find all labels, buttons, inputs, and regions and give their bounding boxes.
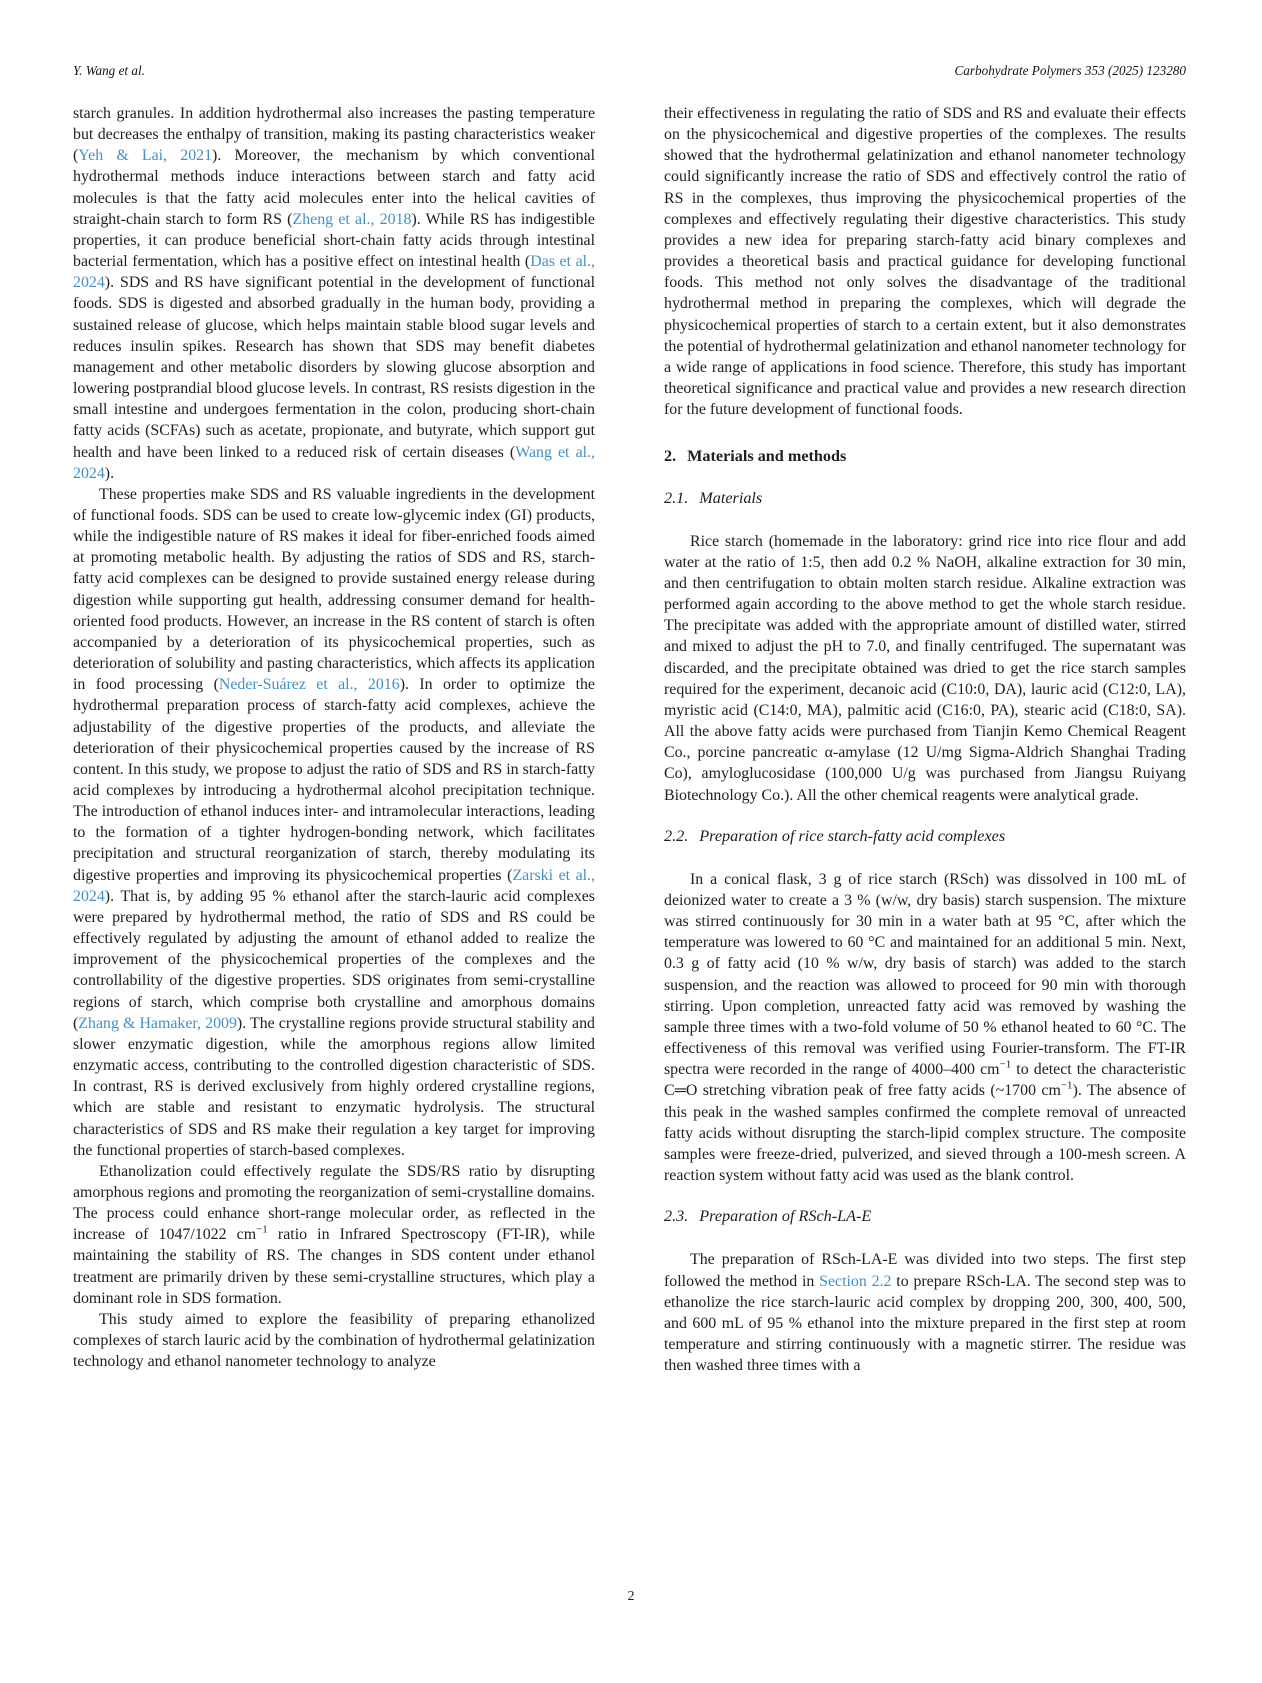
heading-text: Materials bbox=[699, 488, 763, 507]
citation-link[interactable]: Yeh & Lai, 2021 bbox=[78, 147, 213, 165]
heading-number: 2. bbox=[664, 447, 677, 466]
text-run: ). Moreover, the mechanism by which conventional hydrothermal methods induce interactions between starch and fatty acid molecules is that the fatty acid molecules enter into the helical cavities of straight-chain starch to form RS ( bbox=[73, 147, 595, 228]
paragraph bbox=[664, 1249, 1186, 1376]
citation-link[interactable]: Das et al., 2024 bbox=[73, 253, 595, 292]
text-run: ratio in Infrared Spectroscopy (FT-IR), while maintaining the stability of RS. The changes in SDS content under ethanol treatment are primarily driven by these semi-crystalline structures, which play a dominant role in SDS formation. bbox=[73, 1226, 595, 1307]
running-header bbox=[73, 63, 1186, 79]
citation-link[interactable]: Zhang & Hamaker, 2009 bbox=[78, 1014, 237, 1032]
heading-text: Materials and methods bbox=[687, 447, 847, 466]
section-heading bbox=[664, 446, 1186, 467]
sub-heading bbox=[664, 1206, 1186, 1227]
column-right bbox=[664, 103, 1186, 1376]
text-run: to prepare RSch-LA. The second step was to ethanolize the rice starch-lauric acid complex by dropping 200, 300, 400, 500, and 600 mL of 95 % ethanol into the mixture prepared in the first step at room temperature and stirring continuously with a magnetic stirrer. The residue was then washed three times with a bbox=[664, 1272, 1186, 1375]
text-run: ). SDS and RS have significant potential in the development of functional foods. SDS is digested and absorbed gradually in the human body, providing a sustained release of glucose, which helps maintain stable blood sugar levels and reduces insulin spikes. Research has shown that SDS may benefit diabetes management and other metabolic disorders by slowing glucose absorption and lowering postprandial blood glucose levels. In contrast, RS resists digestion in the small intestine and undergoes fermentation in the colon, producing short-chain fatty acids (SCFAs) such as acetate, propionate, and butyrate, which support gut health and have been linked to a reduced risk of certain diseases ( bbox=[73, 274, 595, 461]
paragraph bbox=[664, 531, 1186, 806]
heading-number: 2.2. bbox=[664, 826, 689, 845]
superscript-text: −1 bbox=[1060, 1080, 1073, 1093]
paragraph bbox=[73, 1161, 595, 1309]
citation-link[interactable]: Zheng et al., 2018 bbox=[292, 210, 412, 228]
text-run: their effectiveness in regulating the ratio of SDS and RS and evaluate their effects on the physicochemical and digestive properties of the complexes. The results showed that the hydrothermal gelatinization and ethanol nanometer technology could significantly increase the ratio of SDS and effectively control the ratio of RS in the complexes, thus improving the physicochemical properties of the complexes and effectively regulating their digestive characteristics. This study provides a new idea for preparing starch-fatty acid binary complexes and provides a theoretical basis and practical guidance for developing functional foods. This method not only solves the disadvantage of the traditional hydrothermal method in preparing the complexes, which will degrade the physicochemical properties of starch to a certain extent, but it also demonstrates the potential of hydrothermal gelatinization and ethanol nanometer technology for a wide range of applications in food science. Therefore, this study has important theoretical significance and practical value and provides a new research direction for the future development of functional foods. bbox=[664, 105, 1187, 419]
superscript-text: −1 bbox=[999, 1058, 1012, 1071]
heading-text: Preparation of RSch-LA-E bbox=[699, 1207, 872, 1226]
header-journal-citation: Carbohydrate Polymers 353 (2025) 123280 bbox=[954, 63, 1186, 78]
heading-text: Preparation of rice starch-fatty acid complexes bbox=[699, 826, 1006, 845]
citation-link[interactable]: Neder-Suárez et al., 2016 bbox=[218, 676, 400, 694]
text-run: Ethanolization could effectively regulate the SDS/RS ratio by disrupting amorphous regions and promoting the reorganization of semi-crystalline domains. The process could enhance short-range molecular order, as reflected in the increase of 1047/1022 cm bbox=[73, 1162, 595, 1244]
text-run: ). That is, by adding 95 % ethanol after the starch-lauric acid complexes were prepared by hydrothermal method, the ratio of SDS and RS could be effectively regulated by adjusting the amount of ethanol added to realize the improvement of the physicochemical properties of the complexes and the controllability of the digestive properties. SDS originates from semi-crystalline regions of starch, which comprise both crystalline and amorphous domains ( bbox=[73, 887, 595, 1032]
text-run: These properties make SDS and RS valuable ingredients in the development of functional foods. SDS can be used to create low-glycemic index (GI) products, while the indigestible nature of RS makes it ideal for fiber-enriched foods aimed at promoting metabolic health. By adjusting the ratios of SDS and RS, starch-fatty acid complexes can be designed to provide sustained energy release during digestion while supporting gut health, addressing consumer demand for health-oriented food products. However, an increase in the RS content of starch is often accompanied by a deterioration of its physicochemical properties, such as deterioration of solubility and pasting characteristics, which affects its application in food processing ( bbox=[73, 485, 595, 694]
citation-link[interactable]: Wang et al., 2024 bbox=[73, 443, 595, 482]
page-footer bbox=[0, 1589, 1262, 1605]
text-run: ). The absence of this peak in the washed samples confirmed the complete removal of unreacted fatty acids without disrupting the starch-lipid complex structure. The composite samples were freeze-dried, pulverized, and sieved through a 100-mesh screen. A reaction system without fatty acid was used as the blank control. bbox=[664, 1082, 1186, 1185]
sub-heading bbox=[664, 488, 1186, 509]
column-left bbox=[73, 103, 595, 1372]
paragraph bbox=[664, 103, 1186, 420]
citation-link[interactable]: Section 2.2 bbox=[819, 1272, 892, 1290]
text-run: ). bbox=[104, 464, 115, 482]
text-run: In a conical flask, 3 g of rice starch (RSch) was dissolved in 100 mL of deionized water to create a 3 % (w/w, dry basis) starch suspension. The mixture was stirred continuously for 30 min in a water bath at 95 °C, after which the temperature was lowered to 60 °C and maintained for an additional 5 min. Next, 0.3 g of fatty acid (10 % w/w, dry basis of starch) was added to the starch suspension, and the reaction was allowed to proceed for 90 min with thorough stirring. Upon completion, unreacted fatty acid was removed by washing the sample three times with a two-fold volume of 50 % ethanol heated to 60 °C. The effectiveness of this removal was verified using Fourier-transform. The FT-IR spectra were recorded in the range of 4000–400 cm bbox=[664, 870, 1186, 1079]
text-run: Rice starch (homemade in the laboratory: grind rice into rice flour and add water at the ratio of 1:5, then add 0.2 % NaOH, alkaline extraction for 30 min, and then centrifugation to obtain molten starch residue. Alkaline extraction was performed again according to the above method to get the whole starch residue. The precipitate was added with the appropriate amount of distilled water, stirred and mixed to adjust the pH to 7.0, and finally centrifuged. The supernatant was discarded, and the precipitate obtained was dried to get the rice starch samples required for the experiment, decanoic acid (C10:0, DA), lauric acid (C12:0, LA), myristic acid (C14:0, MA), palmitic acid (C16:0, PA), stearic acid (C18:0, SA). All the above fatty acids were purchased from Tianjin Kemo Chemical Reagent Co., porcine pancreatic α-amylase (12 U/mg Sigma-Aldrich Shanghai Trading Co), amyloglucosidase (100,000 U/g was purchased from Jiangsu Ruiyang Biotechnology Co.). All the other chemical reagents were analytical grade. bbox=[664, 532, 1186, 804]
text-run: The preparation of RSch-LA-E was divided into two steps. The first step followed the method in bbox=[664, 1251, 1186, 1290]
header-author: Y. Wang et al. bbox=[73, 63, 145, 78]
text-run: ). The crystalline regions provide structural stability and slower enzymatic digestion, while the amorphous regions allow limited enzymatic access, contributing to the controlled digestion characteristic of SDS. In contrast, RS is derived exclusively from highly ordered crystalline regions, which are stable and resistant to enzymatic hydrolysis. The structural characteristics of SDS and RS make their regulation a key target for improving the functional properties of starch-based complexes. bbox=[73, 1014, 595, 1159]
text-run: to detect the characteristic C═O stretching vibration peak of free fatty acids (~1700 cm bbox=[664, 1061, 1186, 1100]
sub-heading bbox=[664, 826, 1186, 847]
page-number: 2 bbox=[627, 1589, 635, 1604]
paragraph bbox=[73, 103, 595, 484]
citation-link[interactable]: Zarski et al., 2024 bbox=[73, 866, 595, 905]
superscript-text: −1 bbox=[256, 1223, 268, 1236]
text-run: ). While RS has indigestible properties, it can produce beneficial short-chain fatty acids through intestinal bacterial fermentation, which has a positive effect on intestinal health ( bbox=[73, 210, 595, 271]
heading-number: 2.1. bbox=[664, 488, 689, 507]
heading-number: 2.3. bbox=[664, 1207, 689, 1226]
text-run: starch granules. In addition hydrothermal also increases the pasting temperature but decreases the enthalpy of transition, making its pasting characteristics weaker ( bbox=[73, 105, 595, 165]
text-run: ). In order to optimize the hydrothermal preparation process of starch-fatty acid complexes, achieve the adjustability of the digestive properties of the products, and alleviate the deterioration of their physicochemical properties caused by the increase of RS content. In this study, we propose to adjust the ratio of SDS and RS in starch-fatty acid complexes by introducing a hydrothermal alcohol precipitation technique. The introduction of ethanol induces inter- and intramolecular interactions, leading to the formation of a tighter hydrogen-bonding network, which facilitates precipitation and structural reorganization of starch, thereby modulating its digestive properties and improving its physicochemical properties ( bbox=[73, 676, 595, 884]
text-run: This study aimed to explore the feasibility of preparing ethanolized complexes of starch lauric acid by the combination of hydrothermal gelatinization technology and ethanol nanometer technology to analyze bbox=[73, 1310, 595, 1371]
paragraph bbox=[73, 484, 595, 1161]
paragraph bbox=[73, 1309, 595, 1372]
paragraph bbox=[664, 869, 1186, 1186]
